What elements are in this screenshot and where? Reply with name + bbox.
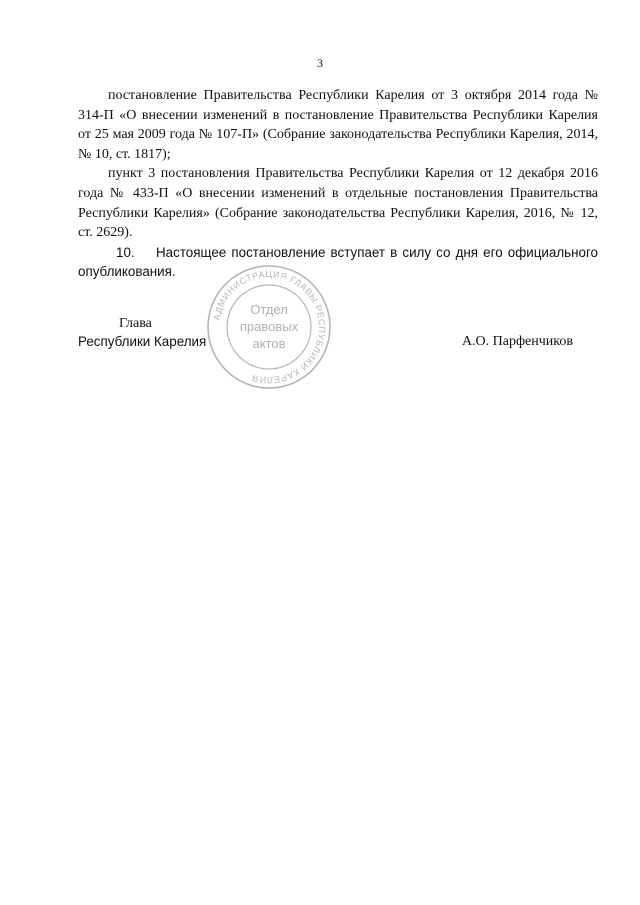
seal-center-line2: правовых <box>239 319 299 334</box>
official-seal-stamp <box>204 262 334 392</box>
item-10-text: Настоящее постановление вступает в силу со дня его официального опубликования. <box>78 244 598 280</box>
paragraph-amendment-2014: постановление Правительства Республики Карелия от 3 октября 2014 года № 314-П «О внесении изменений в постановление Правительства Республики Карелия от 25 мая 2009 года № 107-П» (Собрание законодательства Республики Карелия, 2014, № 10, ст. 1817); <box>78 88 598 162</box>
seal-center-line3: актов <box>252 336 286 351</box>
seal-center-line1: Отдел <box>250 302 288 317</box>
item-10-number: 10. <box>116 244 135 260</box>
signatory-position-line1: Глава <box>119 316 152 331</box>
item-10 <box>78 243 598 282</box>
signature-block <box>78 314 598 354</box>
document-body <box>78 86 598 282</box>
signatory-name: А.О. Парфенчиков <box>461 334 573 349</box>
page-number: 3 <box>317 56 323 70</box>
paragraph-amendment-2016: пункт 3 постановления Правительства Республики Карелия от 12 декабря 2016 года № 433-П «О внесении изменений в отдельные постановления Правительства Республики Карелия» (Собрание законодательства Республики Карелия, 2016, № 12, ст. 2629). <box>78 166 598 241</box>
seal-ring-text: АДМИНИСТРАЦИЯ ГЛАВЫ РЕСПУБЛИКИ КАРЕЛИЯ <box>211 268 328 386</box>
signatory-position-line2: Республики Карелия <box>78 334 207 349</box>
